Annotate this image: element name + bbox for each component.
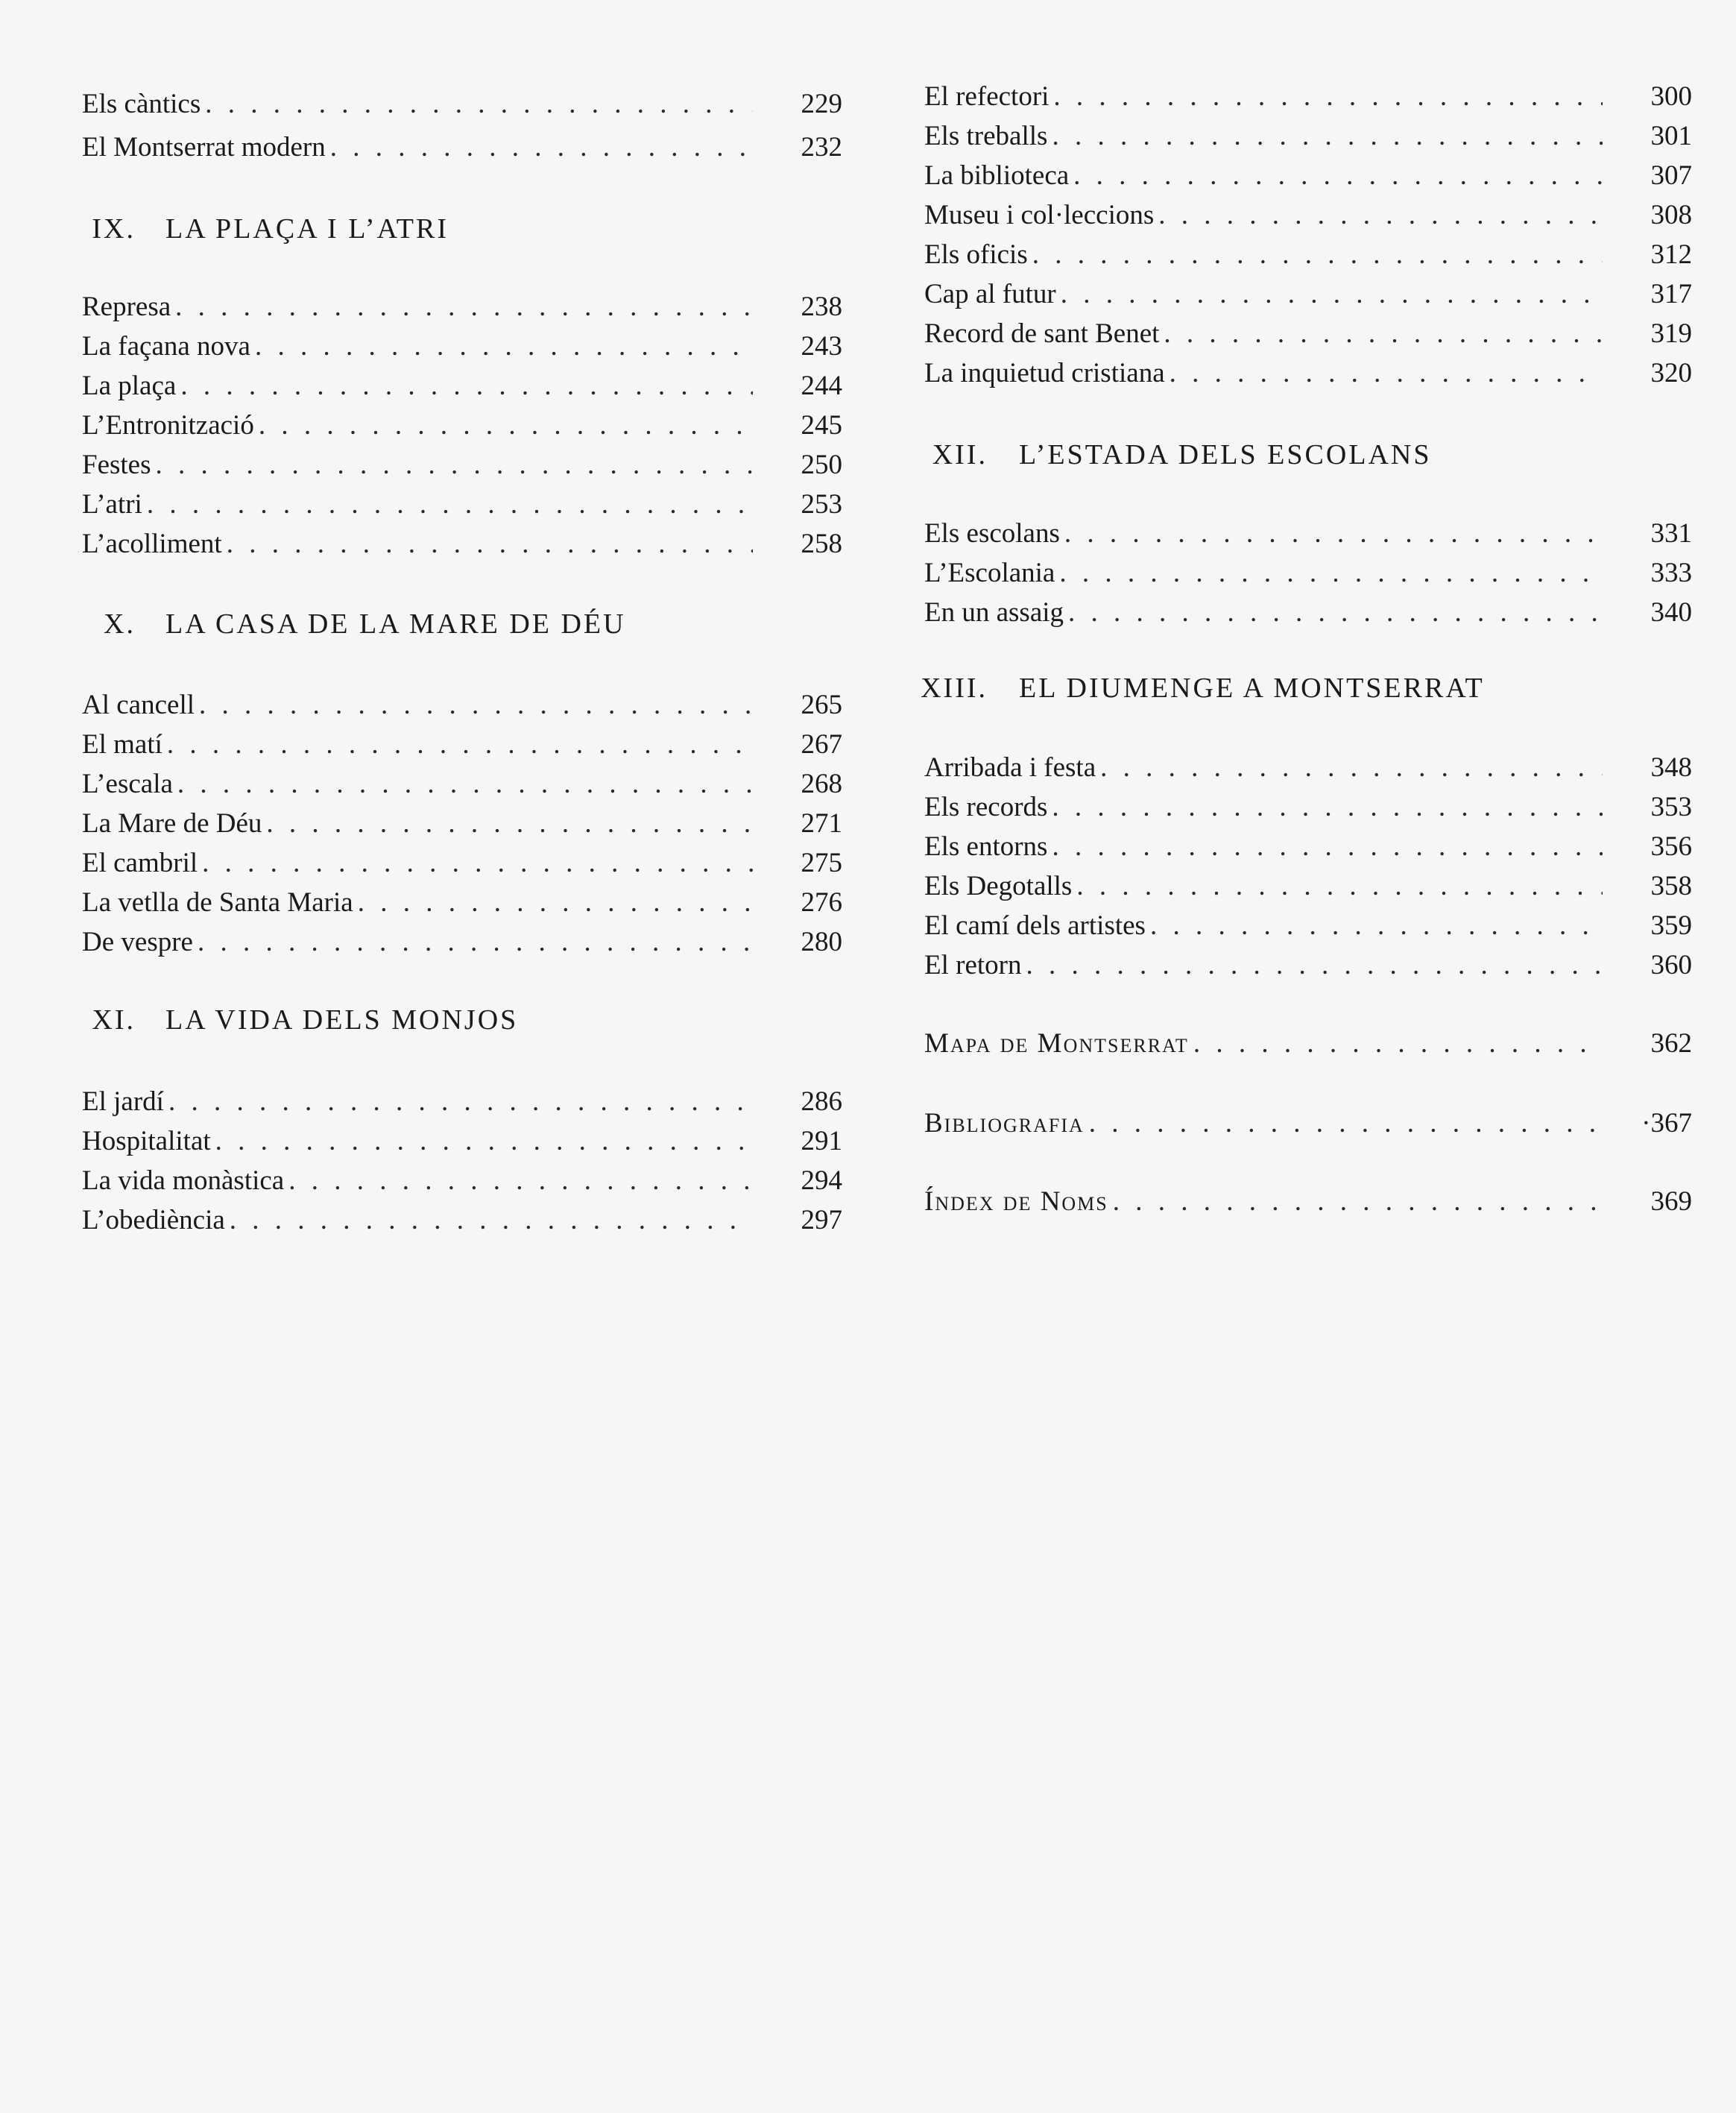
toc-entry[interactable] <box>924 870 1692 903</box>
toc-entry[interactable] <box>924 278 1692 311</box>
entry-title: L’atri <box>82 489 142 520</box>
entry-title: La façana nova <box>82 331 250 362</box>
toc-entry[interactable] <box>924 557 1692 590</box>
entry-title: Arribada i festa <box>924 752 1096 783</box>
chapter-number: XII. <box>932 439 988 470</box>
leader-dots <box>358 887 753 919</box>
leader-dots <box>215 1125 753 1158</box>
leader-dots <box>1052 791 1603 824</box>
entry-page: 291 <box>801 1126 842 1156</box>
toc-entry[interactable] <box>924 596 1692 629</box>
entry-page: 229 <box>801 89 842 119</box>
entry-title: L’Entronització <box>82 410 254 441</box>
entry-title: El camí dels artistes <box>924 910 1146 941</box>
entry-page: 245 <box>801 410 842 441</box>
entry-page: 253 <box>801 489 842 520</box>
chapter-heading <box>82 210 842 248</box>
toc-entry-bibliography[interactable] <box>924 1107 1692 1140</box>
toc-entry[interactable] <box>82 926 842 959</box>
leader-dots <box>1052 831 1603 863</box>
entry-page: 271 <box>801 808 842 839</box>
leader-dots <box>230 1204 753 1237</box>
entry-title: La inquietud cristiana <box>924 358 1165 388</box>
entry-page: 353 <box>1650 792 1692 822</box>
entry-page: 340 <box>1650 597 1692 628</box>
entry-page: 362 <box>1650 1028 1692 1059</box>
entry-page: 297 <box>801 1205 842 1235</box>
chapter-title: LA CASA DE LA MARE DE DÉU <box>165 608 626 640</box>
entry-page: 232 <box>801 132 842 163</box>
entry-page: ·367 <box>1641 1108 1692 1139</box>
leader-dots <box>1089 1107 1603 1140</box>
chapter-number: IX. <box>92 213 136 245</box>
entry-title: La vida monàstica <box>82 1165 285 1196</box>
chapter-number: X. <box>104 608 136 640</box>
entry-title: El jardí <box>82 1086 164 1117</box>
entry-page: 244 <box>801 371 842 401</box>
chapter-number: XIII. <box>921 673 988 704</box>
toc-entry[interactable] <box>82 768 842 801</box>
entry-title: En un assaig <box>924 597 1064 628</box>
entry-page: 312 <box>1650 239 1692 270</box>
leader-dots <box>1150 910 1603 942</box>
entry-page: 268 <box>801 769 842 799</box>
entry-page: 360 <box>1650 950 1692 980</box>
toc-entry[interactable] <box>924 910 1692 942</box>
toc-entry[interactable] <box>82 291 842 324</box>
leader-dots <box>255 330 753 363</box>
leader-dots <box>199 689 753 722</box>
leader-dots <box>205 88 753 121</box>
leader-dots <box>1158 199 1603 232</box>
entry-page: 258 <box>801 529 842 559</box>
entry-title: El refectori <box>924 81 1050 112</box>
entry-title: L’escala <box>82 769 173 799</box>
toc-entry[interactable] <box>924 199 1692 232</box>
entry-title: Museu i col·leccions <box>924 200 1155 230</box>
leader-dots <box>1113 1185 1603 1218</box>
leader-dots <box>167 728 753 761</box>
toc-entry[interactable] <box>82 887 842 919</box>
entry-title: Els escolans <box>924 518 1060 549</box>
entry-page: 358 <box>1650 871 1692 901</box>
entry-title: Mapa de Montserrat <box>924 1028 1189 1059</box>
toc-entry[interactable] <box>924 318 1692 350</box>
entry-page: 359 <box>1650 910 1692 941</box>
toc-entry[interactable] <box>924 239 1692 271</box>
toc-entry-index[interactable] <box>924 1185 1692 1218</box>
entry-page: 286 <box>801 1086 842 1117</box>
leader-dots <box>177 768 753 801</box>
leader-dots <box>198 926 753 959</box>
toc-entry[interactable] <box>82 807 842 840</box>
entry-page: 280 <box>801 927 842 957</box>
chapter-number: XI. <box>92 1004 136 1036</box>
entry-title: Represa <box>82 292 171 322</box>
entry-page: 307 <box>1650 160 1692 191</box>
toc-entry[interactable] <box>82 409 842 442</box>
chapter-heading <box>82 1001 842 1039</box>
leader-dots <box>202 847 753 880</box>
toc-entry[interactable] <box>924 517 1692 550</box>
leader-dots <box>1061 278 1603 311</box>
chapter-heading <box>921 670 1692 707</box>
toc-entry[interactable] <box>924 357 1692 390</box>
leader-dots <box>1059 557 1603 590</box>
entry-page: 308 <box>1650 200 1692 230</box>
entry-title: Els càntics <box>82 89 201 119</box>
leader-dots <box>1164 318 1603 350</box>
entry-page: 369 <box>1650 1186 1692 1217</box>
toc-entry[interactable] <box>924 831 1692 863</box>
toc-entry[interactable] <box>924 752 1692 784</box>
chapter-heading <box>82 605 842 643</box>
entry-title: El Montserrat modern <box>82 132 326 163</box>
chapter-title: L’ESTADA DELS ESCOLANS <box>1019 439 1432 470</box>
entry-title: Els records <box>924 792 1048 822</box>
entry-title: El retorn <box>924 950 1022 980</box>
entry-title: Els entorns <box>924 831 1048 862</box>
entry-page: 319 <box>1650 318 1692 349</box>
leader-dots <box>330 131 753 164</box>
leader-dots <box>168 1086 753 1118</box>
toc-entry[interactable] <box>82 488 842 521</box>
entry-page: 276 <box>801 887 842 918</box>
entry-title: Festes <box>82 450 151 480</box>
leader-dots <box>1170 357 1603 390</box>
entry-title: Els Degotalls <box>924 871 1073 901</box>
leader-dots <box>266 807 753 840</box>
chapter-title: EL DIUMENGE A MONTSERRAT <box>1019 673 1485 704</box>
leader-dots <box>1032 239 1603 271</box>
chapter-title: LA PLAÇA I L’ATRI <box>165 213 449 245</box>
toc-entry[interactable] <box>82 1125 842 1158</box>
entry-title: De vespre <box>82 927 193 957</box>
leader-dots <box>227 528 753 561</box>
entry-title: Els treballs <box>924 121 1048 151</box>
entry-page: 275 <box>801 848 842 878</box>
entry-title: La Mare de Déu <box>82 808 262 839</box>
entry-page: 267 <box>801 729 842 760</box>
entry-page: 301 <box>1650 121 1692 151</box>
toc-entry[interactable] <box>82 131 842 164</box>
entry-title: Record de sant Benet <box>924 318 1160 349</box>
entry-page: 333 <box>1650 558 1692 588</box>
leader-dots <box>1068 596 1603 629</box>
leader-dots <box>1064 517 1603 550</box>
leader-dots <box>1073 160 1603 192</box>
entry-title: Cap al futur <box>924 279 1056 309</box>
toc-entry[interactable] <box>82 370 842 403</box>
leader-dots <box>1100 752 1603 784</box>
toc-entry[interactable] <box>924 791 1692 824</box>
entry-title: Al cancell <box>82 690 195 720</box>
entry-page: 300 <box>1650 81 1692 112</box>
entry-title: La plaça <box>82 371 177 401</box>
toc-entry[interactable] <box>82 689 842 722</box>
entry-title: El cambril <box>82 848 198 878</box>
entry-title: Hospitalitat <box>82 1126 211 1156</box>
leader-dots <box>259 409 753 442</box>
entry-page: 317 <box>1650 279 1692 309</box>
entry-title: La biblioteca <box>924 160 1070 191</box>
toc-entry[interactable] <box>82 449 842 482</box>
entry-page: 320 <box>1650 358 1692 388</box>
toc-entry[interactable] <box>924 160 1692 192</box>
toc-entry[interactable] <box>82 728 842 761</box>
entry-page: 265 <box>801 690 842 720</box>
leader-dots <box>175 291 753 324</box>
leader-dots <box>147 488 753 521</box>
leader-dots <box>1052 120 1603 153</box>
leader-dots <box>1026 949 1603 982</box>
leader-dots <box>1053 81 1603 113</box>
entry-page: 356 <box>1650 831 1692 862</box>
leader-dots <box>1076 870 1603 903</box>
entry-title: L’obediència <box>82 1205 225 1235</box>
entry-page: 331 <box>1650 518 1692 549</box>
entry-page: 294 <box>801 1165 842 1196</box>
leader-dots <box>180 370 753 403</box>
leader-dots <box>1193 1027 1603 1060</box>
chapter-title: LA VIDA DELS MONJOS <box>165 1004 519 1036</box>
toc-entry[interactable] <box>924 949 1692 982</box>
toc-entry[interactable] <box>82 1086 842 1118</box>
entry-page: 238 <box>801 292 842 322</box>
entry-title: L’acolliment <box>82 529 222 559</box>
toc-entry-map[interactable] <box>924 1027 1692 1060</box>
toc-entry[interactable] <box>82 88 842 121</box>
toc-entry[interactable] <box>924 120 1692 153</box>
entry-title: El matí <box>82 729 162 760</box>
entry-page: 348 <box>1650 752 1692 783</box>
entry-title: Bibliografia <box>924 1108 1085 1139</box>
entry-page: 250 <box>801 450 842 480</box>
toc-entry[interactable] <box>82 528 842 561</box>
entry-title: La vetlla de Santa Maria <box>82 887 353 918</box>
toc-entry[interactable] <box>924 81 1692 113</box>
toc-entry[interactable] <box>82 1165 842 1197</box>
chapter-heading <box>924 436 1692 473</box>
entry-page: 243 <box>801 331 842 362</box>
entry-title: Índex de Noms <box>924 1186 1108 1217</box>
leader-dots <box>156 449 754 482</box>
entry-title: Els oficis <box>924 239 1028 270</box>
leader-dots <box>288 1165 753 1197</box>
toc-entry[interactable] <box>82 330 842 363</box>
toc-entry[interactable] <box>82 1204 842 1237</box>
toc-entry[interactable] <box>82 847 842 880</box>
entry-title: L’Escolania <box>924 558 1055 588</box>
